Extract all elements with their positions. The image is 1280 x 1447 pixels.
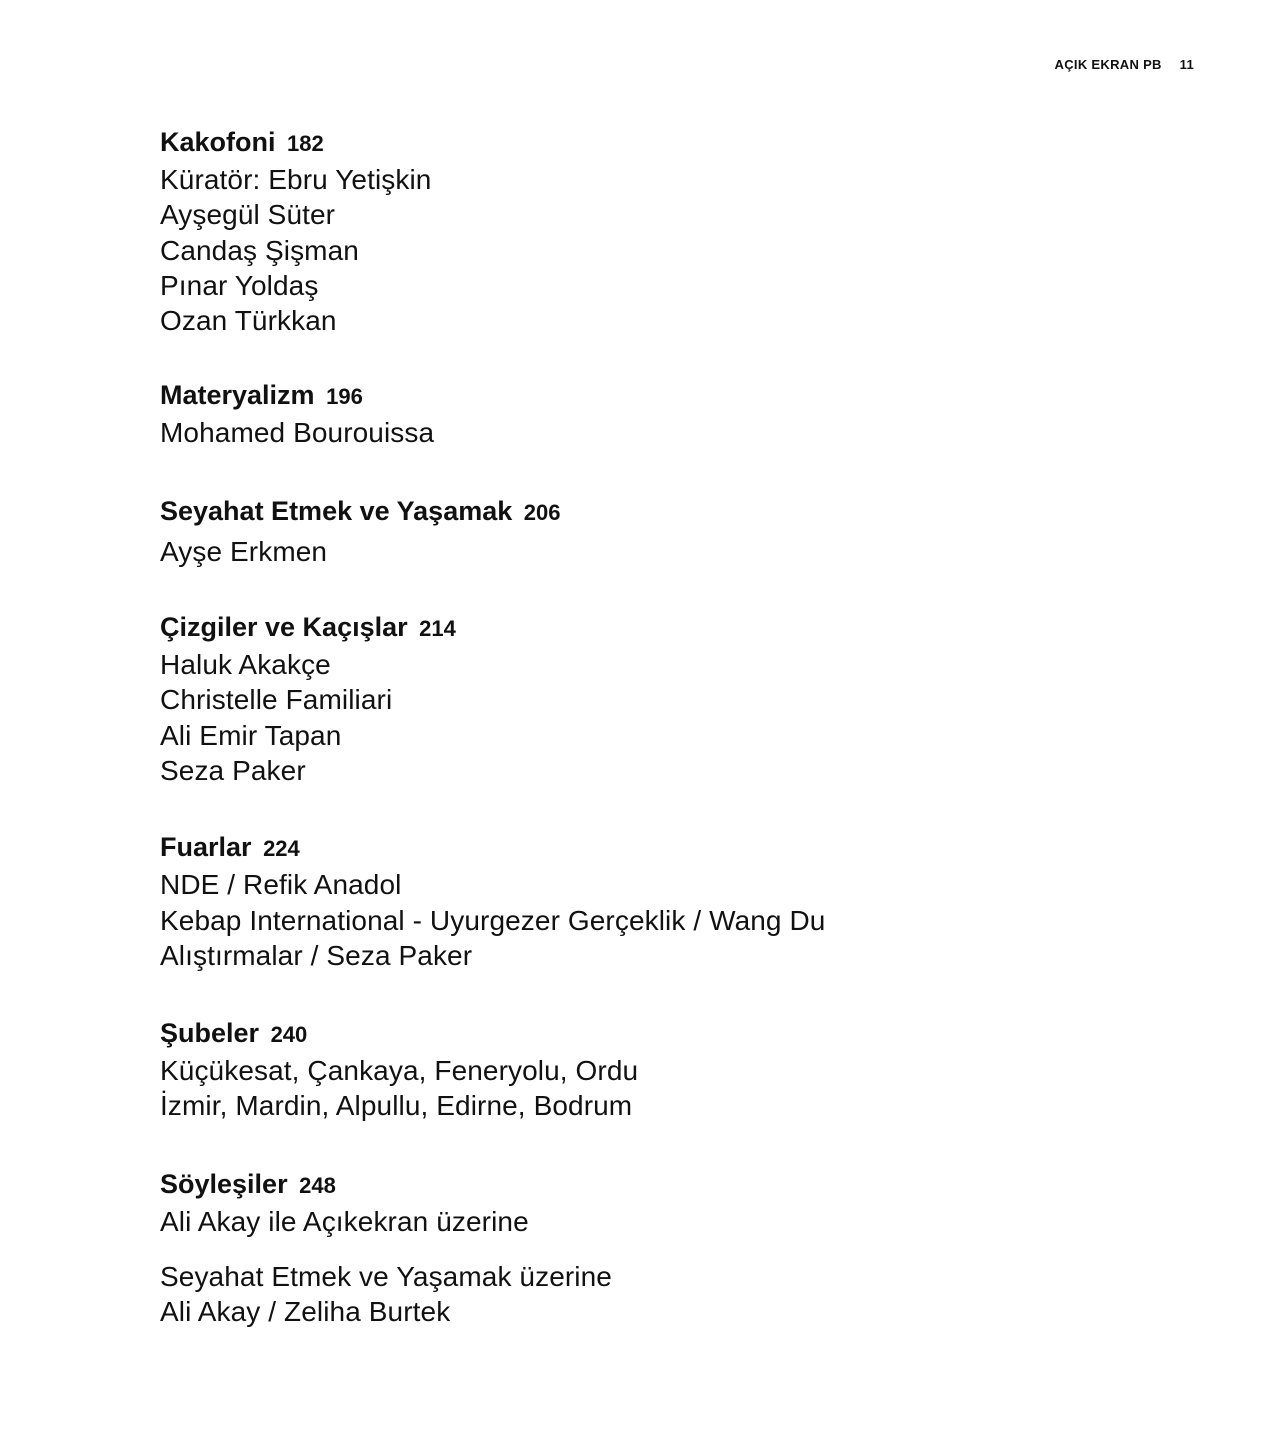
section-title: Çizgiler ve Kaçışlar [160,612,408,643]
toc-entry: Christelle Familiari [160,684,393,716]
toc-entry: Ali Akay / Zeliha Burtek [160,1296,451,1328]
running-header [1055,57,1194,72]
section-title: Kakofoni [160,127,276,157]
section-page-number: 182 [287,131,324,156]
toc-entry: Pınar Yoldaş [160,269,319,301]
toc-entry: Ali Emir Tapan [160,719,342,751]
toc-section-materyalizm [160,377,1160,450]
page-number: 11 [1179,57,1194,72]
section-heading [160,493,1160,531]
toc-section-seyahat [160,493,1160,569]
entry-group-gap [160,1239,1160,1259]
toc-entry: Ali Akay ile Açıkekran üzerine [160,1205,529,1237]
section-heading [160,609,1160,647]
toc-entry: Haluk Akakçe [160,649,331,681]
publication-title: AÇIK EKRAN PB [1054,57,1162,72]
toc-entry: Seza Paker [160,754,306,786]
toc-entry: NDE / Refik Anadol [160,869,402,901]
toc-entry: Seyahat Etmek ve Yaşamak üzerine [160,1261,612,1293]
section-title: Söyleşiler [160,1168,288,1199]
toc-section-cizgiler [160,609,1160,788]
toc-entry: İzmir, Mardin, Alpullu, Edirne, Bodrum [160,1090,633,1122]
toc-section-kakofoni [160,124,1160,338]
section-heading [160,1166,1160,1204]
section-heading [160,377,1160,415]
toc-entry: Mohamed Bourouissa [160,417,435,449]
table-of-contents [160,124,1160,1330]
toc-entry: Candaş Şişman [160,234,359,266]
toc-entry: Küçükesat, Çankaya, Feneryolu, Ordu [160,1055,639,1087]
toc-section-subeler [160,1015,1160,1124]
section-page-number: 224 [263,836,300,862]
toc-entry: Ayşe Erkmen [160,535,328,567]
toc-entry: Ayşegül Süter [160,199,336,231]
toc-section-fuarlar [160,829,1160,973]
toc-entry: Alıştırmalar / Seza Paker [160,939,473,971]
section-heading [160,124,1160,162]
toc-section-soylesiler [160,1166,1160,1330]
section-title: Seyahat Etmek ve Yaşamak [160,495,513,526]
section-heading [160,1015,1160,1053]
section-title: Fuarlar [160,832,252,863]
section-heading [160,829,1160,867]
section-page-number: 240 [270,1022,308,1048]
section-title: Materyalizm [160,380,315,411]
section-page-number: 248 [299,1172,336,1198]
section-page-number: 196 [326,384,363,410]
section-page-number: 206 [523,499,561,525]
toc-entry: Kebap International - Uyurgezer Gerçeklik / Wang Du [160,904,826,936]
section-page-number: 214 [419,616,456,642]
toc-entry: Küratör: Ebru Yetişkin [160,164,432,195]
toc-entry: Ozan Türkkan [160,305,337,337]
section-title: Şubeler [160,1018,260,1049]
